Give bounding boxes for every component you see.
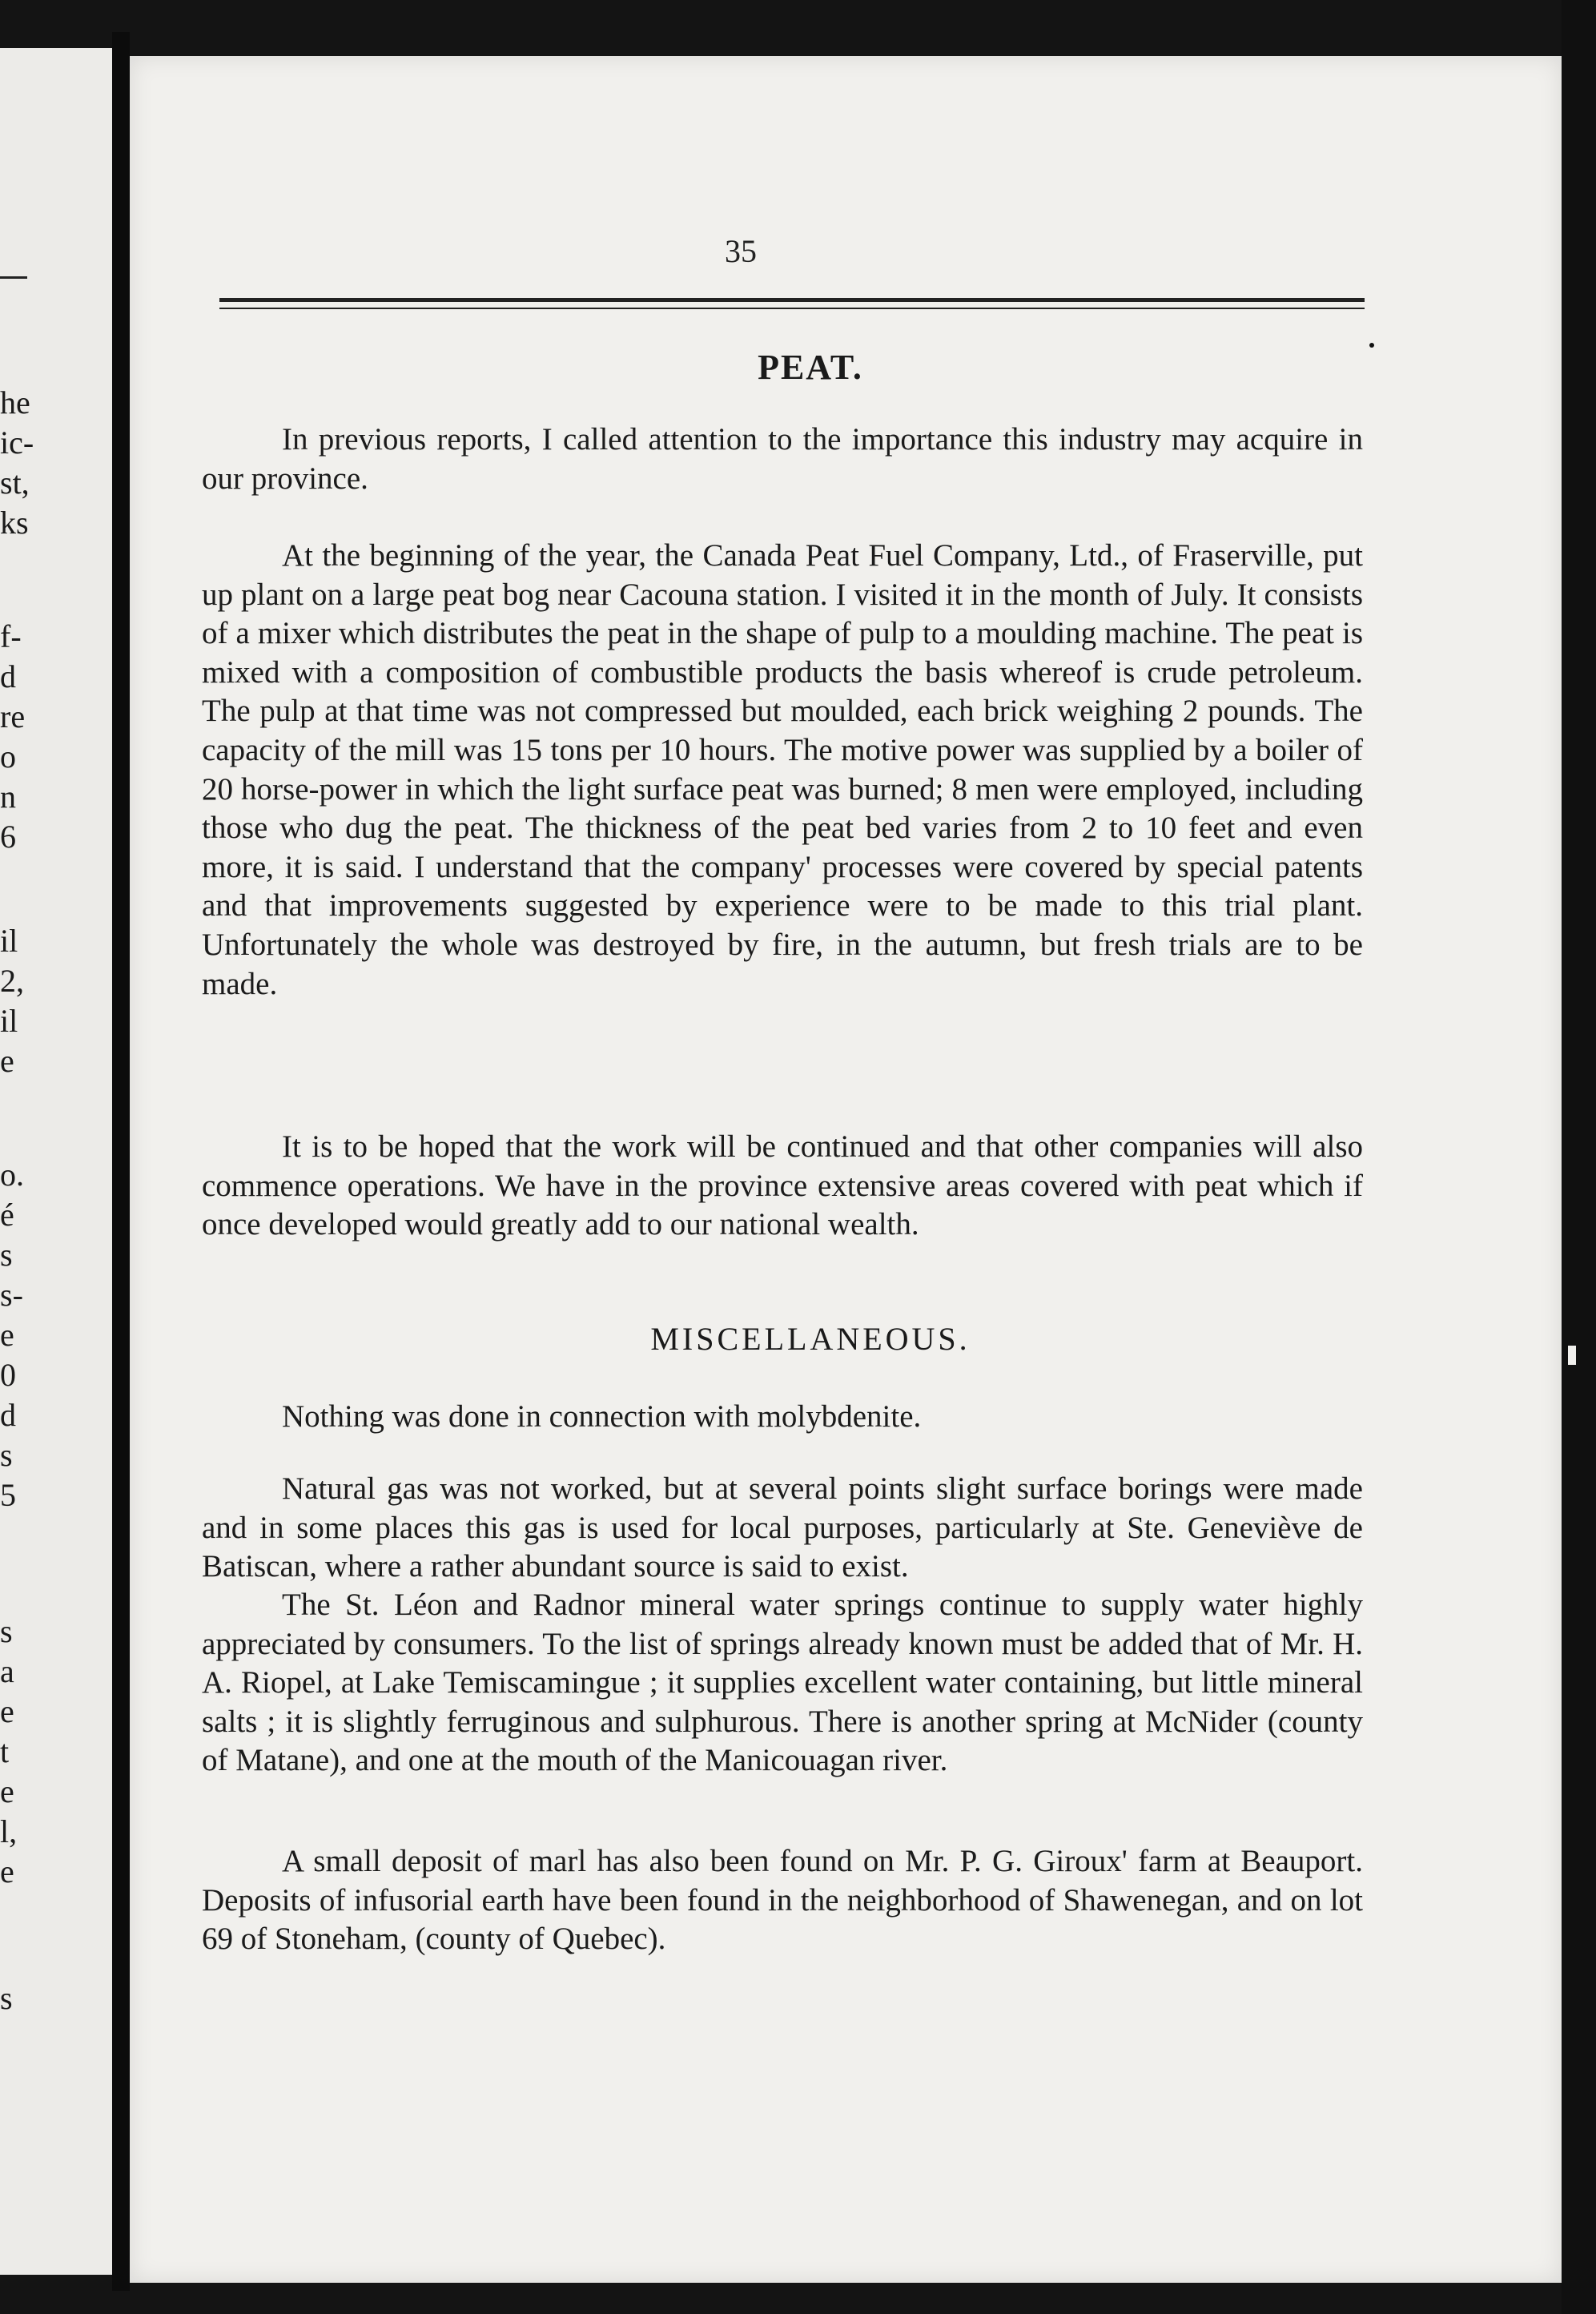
facing-page-fragment: s- bbox=[0, 1277, 23, 1313]
facing-page-rule bbox=[0, 276, 27, 279]
facing-page-fragment: ic- bbox=[0, 425, 34, 461]
page-number: 35 bbox=[725, 233, 757, 269]
misc-paragraph-3: The St. Léon and Radnor mineral water springs continue to supply water highly appreciated by consumers. To the list of springs already known must be added that of Mr. H. A. Riopel, at Lake Temiscamingue ; it supplies excellent water containing, but little mineral salts ; it is slightly ferruginous and sulphurous. There is another spring at McNider (county of Matane), and one at the mouth of the Manicouagan river. bbox=[202, 1588, 1363, 1778]
peat-paragraph-3: It is to be hoped that the work will be continued and that other companies will also commence operations. We have in the province extensive areas covered with peat which if once developed would greatly add to our national wealth. bbox=[202, 1129, 1363, 1242]
misc-paragraph-4: A small deposit of marl has also been found on Mr. P. G. Giroux' farm at Beauport. Deposits of infusorial earth have been found in the neighborhood of Shawenegan, and on lot 69 of Stoneham, (county of Quebec). bbox=[202, 1844, 1363, 1957]
facing-page-fragment: e bbox=[0, 1773, 14, 1809]
misc-paragraph-1: Nothing was done in connection with molybdenite. bbox=[282, 1399, 922, 1434]
facing-page-fragment: n bbox=[0, 779, 16, 815]
facing-page-fragment: 2, bbox=[0, 963, 24, 999]
ink-speck bbox=[1369, 343, 1374, 348]
facing-page-fragment: s bbox=[0, 1437, 13, 1473]
peat-paragraph-2: At the beginning of the year, the Canada Peat Fuel Company, Ltd., of Fraserville, put up plant on a large peat bog near Cacouna station. I visited it in the month of July. It consists of a mixer which distributes the peat in the shape of pulp to a moulding machine. The peat is mixed with a composition of combustible products the basis whereof is crude petroleum. The pulp at that time was not compressed but moulded, each brick weighing 2 pounds. The capacity of the mill was 15 tons per 10 hours. The motive power was supplied by a boiler of 20 horse-power in which the light surface peat was burned; 8 men were employed, including those who dug the peat. The thickness of the peat bed varies from 2 to 10 feet and even more, it is said. I understand that the company' processes were covered by special patents and that improvements suggested by experience were to be made to this trial plant. Unfortunately the whole was destroyed by fire, in the autumn, but fresh trials are to be made. bbox=[202, 538, 1363, 1001]
facing-page-fragment: re bbox=[0, 698, 26, 734]
facing-page-fragment: s bbox=[0, 1980, 13, 2016]
facing-page-fragment: t bbox=[0, 1733, 10, 1769]
facing-page-fragment: e bbox=[0, 1693, 14, 1729]
facing-page-fragment: il bbox=[0, 923, 18, 959]
header-rule-thin bbox=[219, 308, 1365, 309]
facing-page-fragment: e bbox=[0, 1853, 14, 1889]
facing-page-fragment: a bbox=[0, 1653, 14, 1689]
facing-page-fragment: e bbox=[0, 1043, 14, 1079]
facing-page-fragment: ks bbox=[0, 505, 29, 541]
facing-page-fragment: o. bbox=[0, 1157, 24, 1193]
facing-page-fragment: 0 bbox=[0, 1357, 16, 1393]
facing-page-fragment: s bbox=[0, 1237, 13, 1273]
facing-page-fragment: 6 bbox=[0, 819, 16, 855]
facing-page-fragment: d bbox=[0, 658, 16, 694]
facing-page-fragment: 5 bbox=[0, 1477, 16, 1513]
scan-border bbox=[1562, 0, 1596, 2314]
facing-page-fragment: é bbox=[0, 1197, 14, 1233]
edge-mark bbox=[1568, 1346, 1576, 1365]
facing-page-fragment: il bbox=[0, 1003, 18, 1039]
peat-paragraph-1: In previous reports, I called attention to the importance this industry may acquire in our province. bbox=[202, 422, 1363, 496]
facing-page-fragment: st, bbox=[0, 465, 30, 501]
facing-page bbox=[0, 48, 112, 2275]
section-heading-peat: PEAT. bbox=[758, 348, 863, 387]
misc-paragraph-2: Natural gas was not worked, but at several points slight surface borings were made and in some places this gas is used for local purposes, particularly at Ste. Geneviève de Batiscan, where a rather abundant source is said to exist. bbox=[202, 1471, 1363, 1584]
facing-page-fragment: f- bbox=[0, 618, 22, 654]
book-gutter bbox=[112, 32, 130, 2291]
header-rule-thick bbox=[219, 298, 1365, 302]
facing-page-fragment: he bbox=[0, 384, 30, 421]
facing-page-fragment: e bbox=[0, 1317, 14, 1353]
book-page bbox=[130, 56, 1562, 2283]
section-heading-miscellaneous: MISCELLANEOUS. bbox=[650, 1321, 971, 1357]
facing-page-fragment: s bbox=[0, 1613, 13, 1649]
facing-page-fragment: o bbox=[0, 738, 16, 775]
facing-page-fragment: l, bbox=[0, 1813, 18, 1849]
facing-page-fragment: d bbox=[0, 1397, 16, 1433]
